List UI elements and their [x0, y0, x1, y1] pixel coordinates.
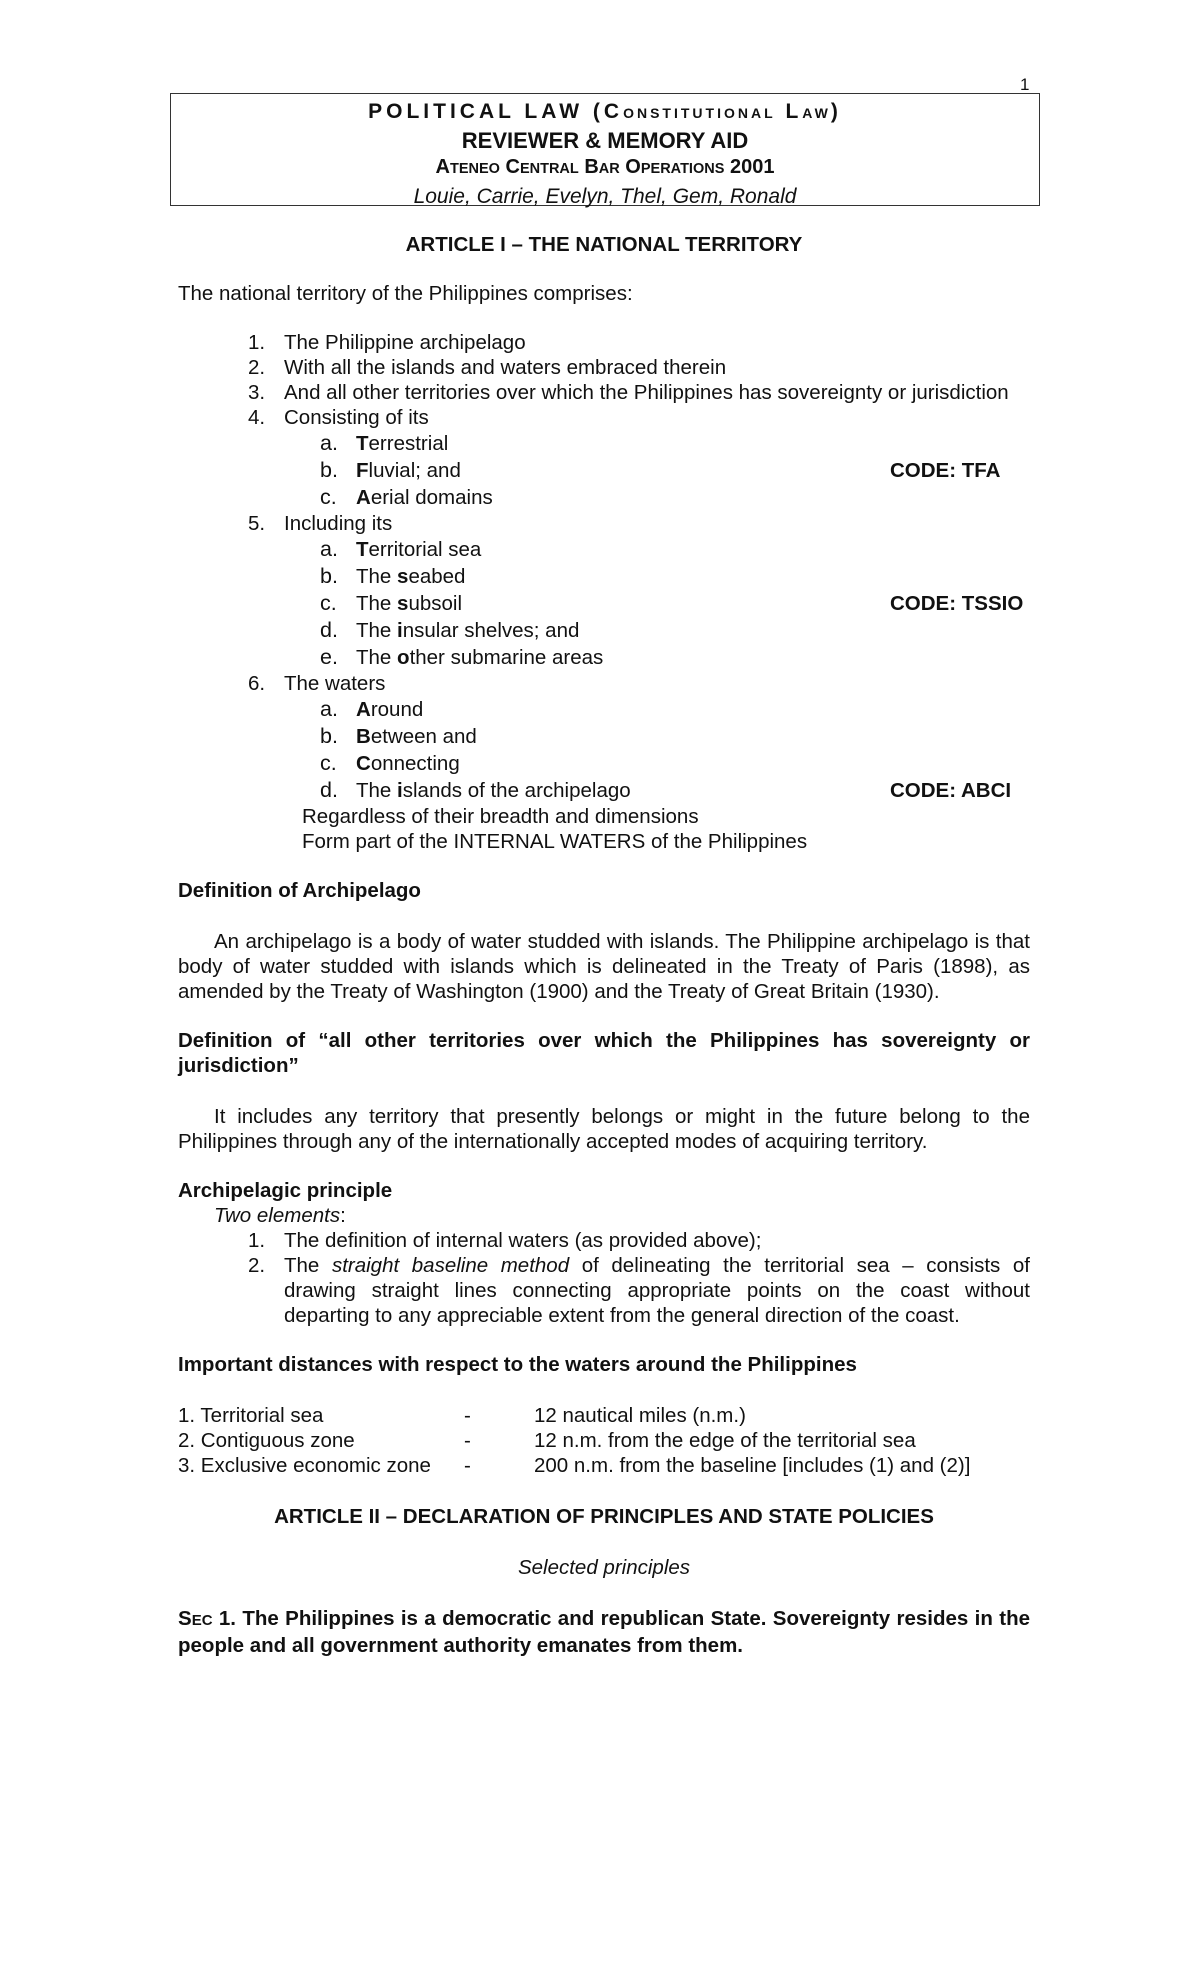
principle-element-1: 1. The definition of internal waters (as provided above);: [248, 1229, 762, 1252]
mnemonic-code-tssio: CODE: TSSIO: [890, 592, 1024, 615]
including-item-insular-shelves: d. The insular shelves; and: [320, 618, 580, 642]
article-2-title: ARTICLE II – DECLARATION OF PRINCIPLES AND STATE POLICIES: [274, 1505, 934, 1528]
distance-row: 3. Exclusive economic zone - 200 n.m. from the baseline [includes (1) and (2)]: [178, 1454, 971, 1477]
two-elements-label: Two elements:: [214, 1204, 346, 1227]
territory-item-1: 1. The Philippine archipelago: [248, 331, 526, 354]
domain-item-aerial: c. Aerial domains: [320, 485, 493, 509]
including-item-submarine-areas: e. The other submarine areas: [320, 645, 604, 669]
distances-heading: Important distances with respect to the waters around the Philippines: [178, 1353, 857, 1376]
page-number: 1: [1020, 75, 1030, 94]
archipelago-heading: Definition of Archipelago: [178, 879, 421, 902]
archipelagic-principle-heading: Archipelagic principle: [178, 1179, 393, 1202]
distance-row: 1. Territorial sea - 12 nautical miles (n.m.): [178, 1404, 746, 1427]
territory-item-2: 2. With all the islands and waters embraced therein: [248, 356, 727, 379]
other-territories-definition: It includes any territory that presently belongs or might in the future belong to the Philippines through any of the internationally accepted modes of acquiring territory.: [178, 1105, 1030, 1153]
mnemonic-code-tfa: CODE: TFA: [890, 459, 1001, 482]
including-item-territorial-sea: a. Territorial sea: [320, 537, 482, 561]
waters-item-around: a. Around: [320, 697, 424, 721]
document-body: [178, 232, 1030, 1658]
territory-item-5: 5. Including its: [248, 512, 393, 535]
including-item-seabed: b. The seabed: [320, 564, 466, 588]
distance-row: 2. Contiguous zone - 12 n.m. from the edge of the territorial sea: [178, 1429, 916, 1452]
domain-item-terrestrial: a. Terrestrial: [320, 431, 449, 455]
waters-note-internal: Form part of the INTERNAL WATERS of the Philippines: [302, 830, 808, 853]
waters-note-breadth: Regardless of their breadth and dimensions: [302, 805, 699, 828]
header-org: ATENEO CENTRAL BAR OPERATIONS 2001: [435, 156, 775, 178]
article-2-subtitle: Selected principles: [517, 1556, 691, 1579]
archipelago-definition: An archipelago is a body of water studded with islands. The Philippine archipelago is that body of water studded with islands which is delineated in the Treaty of Paris (1898), as amended by the Treaty of Washington (1900) and the Treaty of Great Britain (1930).: [178, 930, 1030, 1003]
document-header: [170, 93, 1040, 206]
mnemonic-code-abci: CODE: ABCI: [890, 779, 1012, 802]
other-territories-heading: Definition of “all other territories over which the Philippines has sovereignty or jurisdiction”: [178, 1029, 1030, 1077]
territory-item-6: 6. The waters: [248, 672, 386, 695]
principle-element-2: 2. The straight baseline method of delineating the territorial sea – consists of drawing straight lines connecting appropriate points on the coast without departing to any appreciable extent from the general direction of the coast.: [248, 1254, 1031, 1327]
waters-item-connecting: c. Connecting: [320, 751, 460, 775]
header-authors: Louie, Carrie, Evelyn, Thel, Gem, Ronald: [413, 185, 797, 208]
header-subject: POLITICAL LAW (CONSTITUTIONAL LAW): [368, 100, 842, 123]
territory-item-3: 3. And all other territories over which the Philippines has sovereignty or jurisdiction: [248, 381, 1009, 404]
header-title: REVIEWER & MEMORY AID: [461, 128, 749, 153]
territory-item-4: 4. Consisting of its: [248, 406, 429, 429]
section-1-text: SEC 1. The Philippines is a democratic and republican State. Sovereignty resides in the people and all government authority emanates from them.: [178, 1607, 1030, 1657]
waters-item-between: b. Between and: [320, 724, 477, 748]
including-item-subsoil: c. The subsoil CODE: TSSIO: [320, 591, 1024, 615]
domain-item-fluvial: b. Fluvial; and CODE: TFA: [320, 458, 1001, 482]
article-1-intro: The national territory of the Philippines comprises:: [178, 282, 633, 305]
article-1-title: ARTICLE I – THE NATIONAL TERRITORY: [405, 233, 803, 256]
waters-item-islands: d. The islands of the archipelago CODE: ABCI: [320, 778, 1012, 802]
